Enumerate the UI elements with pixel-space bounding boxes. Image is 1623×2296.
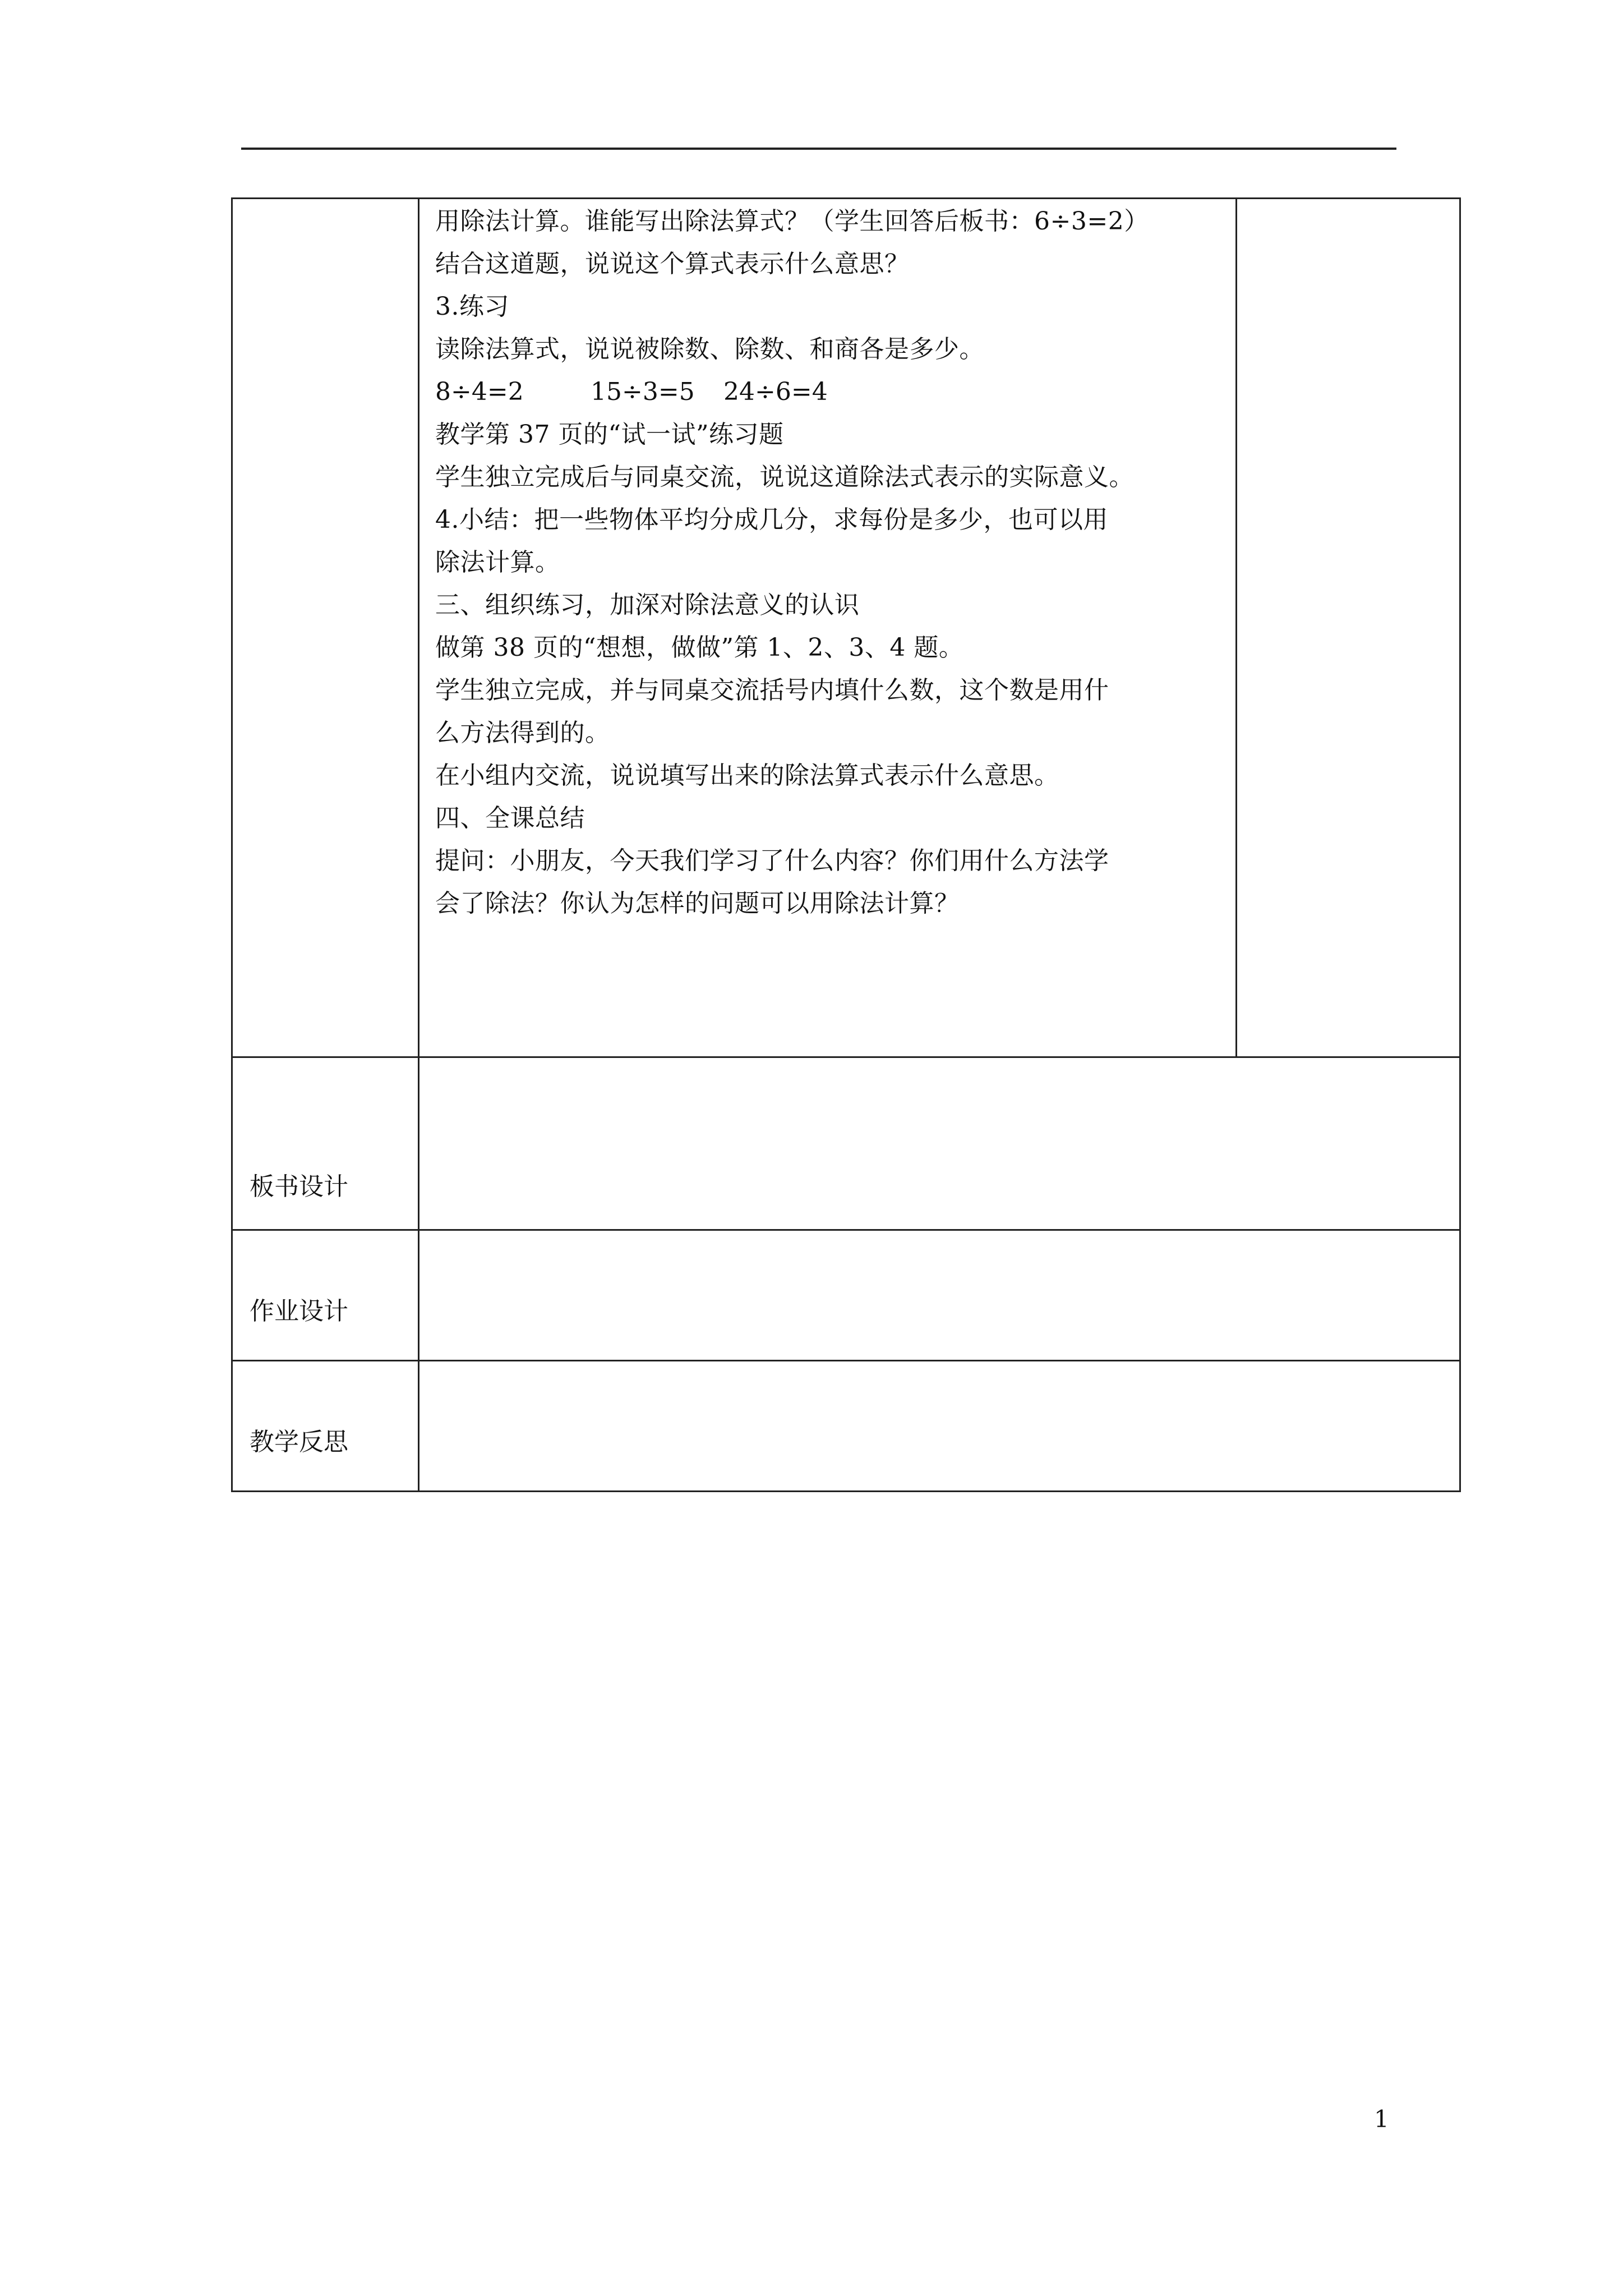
table-row-lesson-content	[232, 199, 1460, 1057]
board-design-cell	[419, 1057, 1460, 1230]
board-design-label: 板书设计	[250, 1172, 348, 1201]
lesson-content-cell	[419, 199, 1237, 1057]
content-line: 3.练习	[435, 292, 509, 321]
board-design-label-cell	[232, 1057, 419, 1230]
content-line: 读除法算式，说说被除数、除数、和商各是多少。	[435, 335, 984, 364]
content-line: 做第 38 页的“想想，做做”第 1、2、3、4 题。	[435, 633, 964, 662]
content-line: 用除法计算。谁能写出除法算式？（学生回答后板书：6÷3=2）	[435, 207, 1149, 236]
content-line: 么方法得到的。	[435, 719, 610, 747]
homework-design-label: 作业设计	[250, 1297, 348, 1326]
teaching-reflection-label-cell	[232, 1361, 419, 1492]
content-line: 学生独立完成后与同桌交流，说说这道除法式表示的实际意义。	[435, 463, 1134, 491]
content-line: 会了除法？你认为怎样的问题可以用除法计算？	[435, 889, 960, 918]
table-row-homework-design	[232, 1230, 1460, 1361]
content-line: 三、组织练习，加深对除法意义的认识	[435, 591, 860, 619]
homework-design-label-cell	[232, 1230, 419, 1361]
homework-design-cell	[419, 1230, 1460, 1361]
header-rule	[241, 148, 1396, 150]
table-row-teaching-reflection	[232, 1361, 1460, 1492]
table-row-board-design	[232, 1057, 1460, 1230]
content-line: 教学第 37 页的“试一试”练习题	[435, 420, 784, 449]
formula-row	[435, 371, 1224, 413]
formula: 15÷3=5	[591, 378, 695, 406]
content-line: 在小组内交流，说说填写出来的除法算式表示什么意思。	[435, 761, 1059, 790]
content-line: 结合这道题，说说这个算式表示什么意思？	[435, 250, 910, 278]
lesson-plan-table	[231, 197, 1461, 1492]
empty-label-cell	[232, 199, 419, 1057]
content-line: 四、全课总结	[435, 804, 585, 832]
teaching-reflection-cell	[419, 1361, 1460, 1492]
formula: 8÷4=2	[435, 378, 524, 406]
teaching-reflection-label: 教学反思	[250, 1428, 348, 1456]
notes-cell	[1237, 199, 1460, 1057]
content-line: 提问：小朋友，今天我们学习了什么内容？你们用什么方法学	[435, 846, 1109, 875]
content-line: 学生独立完成，并与同桌交流括号内填什么数，这个数是用什	[435, 676, 1109, 705]
formula: 24÷6=4	[723, 378, 828, 406]
page-number: 1	[1374, 2105, 1389, 2133]
content-line: 4.小结：把一些物体平均分成几分，求每份是多少，也可以用	[435, 505, 1108, 534]
content-line: 除法计算。	[435, 548, 560, 577]
